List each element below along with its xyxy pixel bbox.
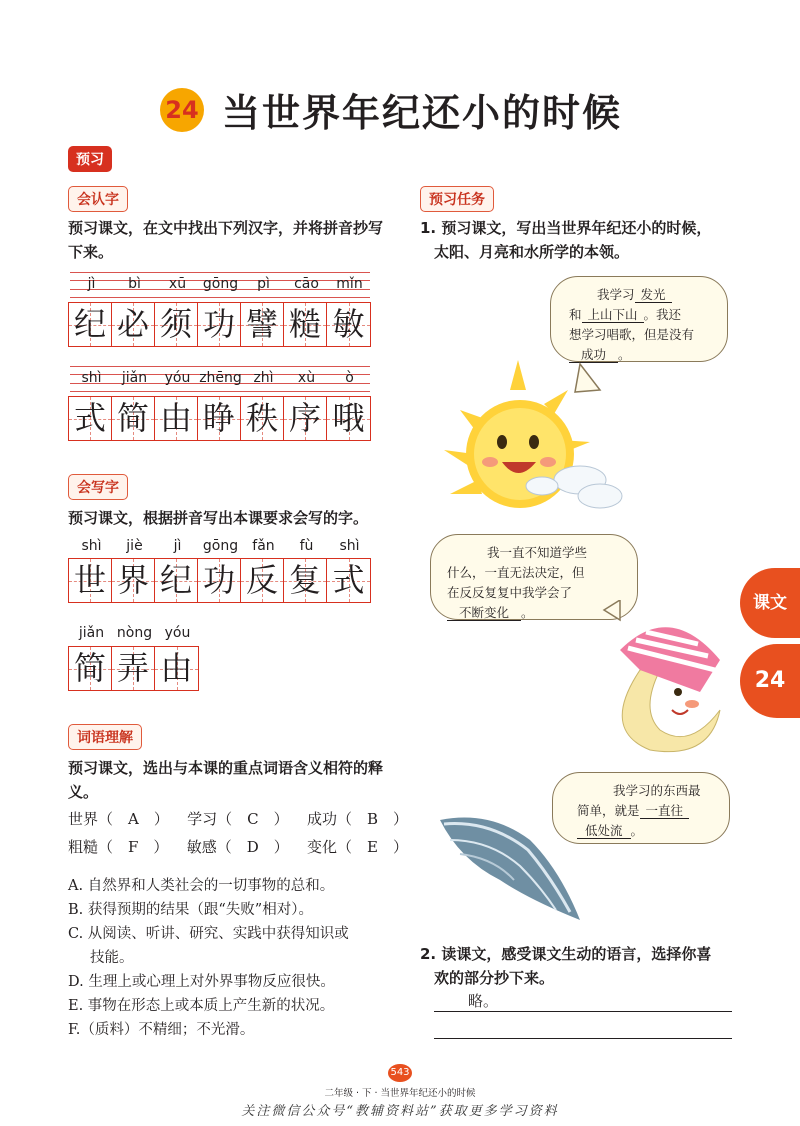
pinyin-text: cāo — [294, 276, 319, 292]
task-tag: 预习任务 — [420, 186, 494, 212]
pinyin-text: zhì — [253, 370, 274, 386]
answer-blank: 低处流 — [577, 823, 631, 839]
moon-speech-bubble: 我一直不知道学些 什么，一直无法决定，但 在反反复复中我学会了 不断变化 。 — [430, 534, 638, 620]
char-text: 序 — [288, 399, 321, 437]
char-cell — [198, 559, 241, 602]
char-grid — [68, 646, 199, 691]
footer-wechat-notice: 关注微信公众号“教辅资料站”获取更多学习资料 — [241, 1104, 559, 1119]
answer-line — [434, 1038, 732, 1039]
footer-running-title: 二年级 · 下 · 当世界年纪还小的时候 — [324, 1088, 476, 1099]
pinyin-text: bì — [128, 276, 141, 292]
char-cell — [241, 303, 284, 346]
definition-list — [68, 874, 398, 1042]
char-text: 简 — [73, 649, 106, 687]
pinyin-text: shì — [81, 370, 102, 386]
char-text: 反 — [245, 561, 278, 599]
page-number: 543 — [388, 1064, 412, 1082]
page-title: 当世界年纪还小的时候 — [222, 91, 623, 135]
vocab-option: 成功（ B ） — [306, 810, 408, 828]
sun-speech-bubble: 我学习 发光 和 上山下山 。我还 想学习唱歌，但是没有 成功 。 — [550, 276, 728, 362]
char-text: 秩 — [245, 399, 278, 437]
vocab-option: 粗糙（ F ） — [68, 838, 169, 856]
pinyin-text: jiǎn — [121, 370, 148, 386]
lesson-number-badge: 24 — [160, 88, 204, 132]
vocab-option: 学习（ C ） — [187, 810, 289, 828]
pinyin-text: jì — [87, 276, 96, 292]
definition-item: A. 自然界和人类社会的一切事物的总和。 — [68, 878, 335, 894]
water-speech-bubble: 我学习的东西最 简单，就是 一直往 低处流 。 — [552, 772, 730, 844]
char-cell — [112, 559, 155, 602]
char-text: 功 — [202, 305, 235, 343]
pinyin-text: fù — [299, 538, 314, 554]
answer-blank: 一直往 — [640, 803, 690, 819]
vocab-instruction: 预习课文，选出与本课的重点词语含义相符的释义。 — [68, 759, 384, 801]
task-question-2: 2. 读课文，感受课文生动的语言，选择你喜 欢的部分抄下来。 — [420, 945, 712, 987]
char-text: 由 — [159, 399, 192, 437]
char-cell — [327, 397, 370, 440]
recognize-instruction: 预习课文，在文中找出下列汉字，并将拼音抄写下来。 — [68, 219, 384, 261]
vocab-options-row — [68, 806, 408, 832]
definition-item: 技能。 — [90, 950, 134, 966]
char-cell — [155, 397, 198, 440]
definition-item: F.（质料）不精细；不光滑。 — [68, 1022, 255, 1038]
pinyin-text: jiè — [126, 538, 143, 554]
answer-line: 略。 — [434, 990, 732, 1012]
pinyin-text: zhēng — [199, 370, 242, 386]
pinyin-text: xū — [168, 276, 187, 292]
write-tag: 会写字 — [68, 474, 128, 500]
char-cell — [327, 303, 370, 346]
char-cell — [241, 397, 284, 440]
pinyin-text: jì — [173, 538, 182, 554]
pinyin-text: yóu — [164, 370, 191, 386]
task-question-1: 1. 预习课文，写出当世界年纪还小的时候， 太阳、月亮和水所学的本领。 — [420, 219, 712, 261]
definition-item: E. 事物在形态上或本质上产生新的状况。 — [68, 998, 335, 1014]
pinyin-text: shì — [81, 538, 102, 554]
recognize-tag: 会认字 — [68, 186, 128, 212]
char-cell — [155, 647, 198, 690]
pinyin-text: ò — [345, 370, 354, 386]
pinyin-text: nòng — [116, 625, 153, 641]
vocab-option: 世界（ A ） — [68, 810, 169, 828]
pinyin-text: pì — [257, 276, 270, 292]
pinyin-text: jiǎn — [78, 625, 105, 641]
side-tab-label: 课文 — [740, 568, 800, 638]
char-grid — [68, 396, 371, 441]
char-cell — [198, 303, 241, 346]
char-cell — [69, 397, 112, 440]
write-instruction: 预习课文，根据拼音写出本课要求会写的字。 — [68, 509, 369, 527]
char-cell — [112, 397, 155, 440]
char-text: 功 — [202, 561, 235, 599]
preview-tag: 预习 — [68, 146, 112, 172]
char-cell — [284, 397, 327, 440]
answer-blank: 成功 — [569, 347, 618, 363]
char-text: 弄 — [116, 649, 149, 687]
char-cell — [327, 559, 370, 602]
char-text: 式 — [332, 561, 365, 599]
vocab-option: 敏感（ D ） — [186, 838, 289, 856]
answer-blank: 上山下山 — [582, 307, 644, 323]
char-cell — [69, 303, 112, 346]
pinyin-text: yóu — [164, 625, 191, 641]
char-grid — [68, 558, 371, 603]
answer-blank: 不断变化 — [447, 605, 521, 621]
sun-illustration — [430, 350, 630, 520]
pinyin-text: gōng — [202, 276, 239, 292]
char-cell — [198, 397, 241, 440]
char-text: 糙 — [288, 305, 321, 343]
pinyin-text: xù — [297, 370, 316, 386]
definition-item: B. 获得预期的结果（跟“失败”相对）。 — [68, 902, 313, 918]
pinyin-text: gōng — [202, 538, 239, 554]
pinyin-text: fǎn — [252, 538, 275, 554]
char-text: 必 — [116, 305, 149, 343]
vocab-option: 变化（ E ） — [307, 838, 408, 856]
definition-item: C. 从阅读、听讲、研究、实践中获得知识或 — [68, 926, 349, 942]
char-text: 复 — [288, 561, 321, 599]
char-text: 哦 — [332, 399, 365, 437]
char-cell — [241, 559, 284, 602]
char-cell — [69, 559, 112, 602]
answer-blank: 发光 — [635, 287, 672, 303]
vocab-tag: 词语理解 — [68, 724, 142, 750]
char-cell — [284, 559, 327, 602]
char-text: 式 — [73, 399, 106, 437]
side-tab-number: 24 — [740, 644, 800, 718]
char-cell — [284, 303, 327, 346]
char-cell — [112, 647, 155, 690]
definition-item: D. 生理上或心理上对外界事物反应很快。 — [68, 974, 335, 990]
char-text: 简 — [116, 399, 149, 437]
char-grid — [68, 302, 371, 347]
char-cell — [112, 303, 155, 346]
water-illustration — [430, 800, 590, 930]
char-cell — [155, 559, 198, 602]
char-text: 睁 — [202, 399, 235, 437]
char-text: 纪 — [73, 305, 106, 343]
char-text: 譬 — [245, 305, 278, 343]
pinyin-text: shì — [339, 538, 360, 554]
char-text: 纪 — [159, 561, 192, 599]
char-text: 须 — [159, 305, 192, 343]
char-text: 敏 — [332, 305, 365, 343]
vocab-options-row — [68, 834, 408, 860]
char-text: 由 — [160, 649, 193, 687]
char-text: 界 — [116, 561, 149, 599]
moon-illustration — [580, 600, 740, 760]
pinyin-text: mǐn — [336, 276, 363, 292]
char-text: 世 — [73, 561, 106, 599]
char-cell — [69, 647, 112, 690]
char-cell — [155, 303, 198, 346]
